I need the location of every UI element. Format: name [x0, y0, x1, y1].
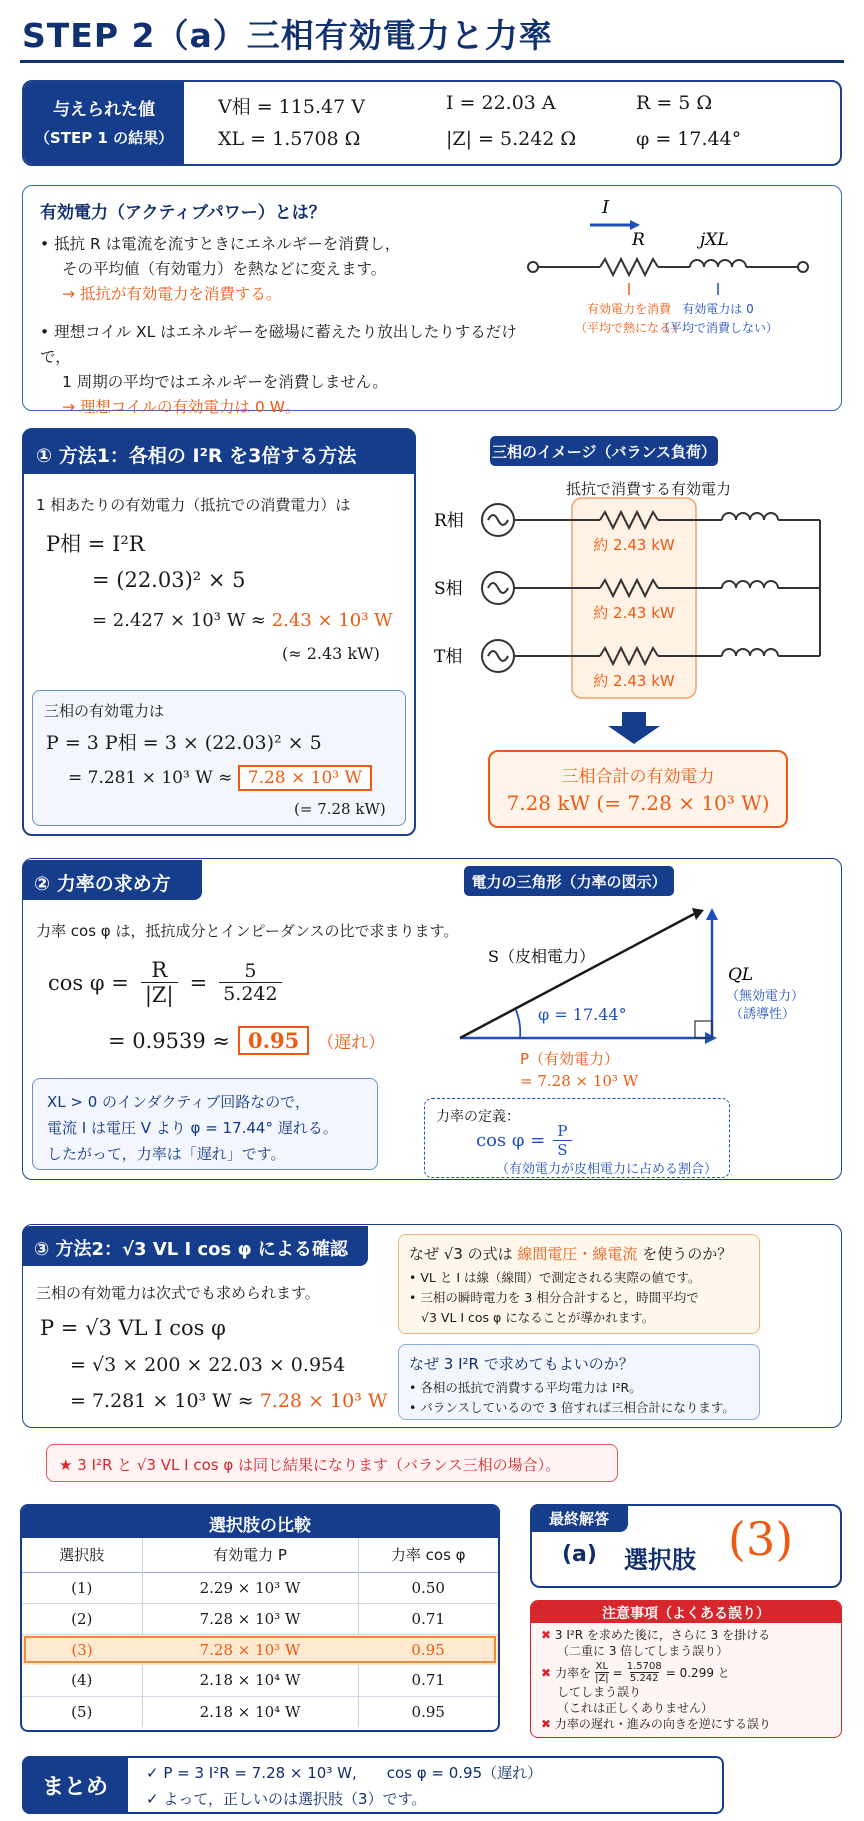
cell: (3) — [71, 1640, 93, 1659]
caution-2c: = 0.299 と — [665, 1665, 730, 1680]
why-sqrt3-l1: VL と I は線（線間）で測定される実際の値です。 — [420, 1270, 701, 1285]
inductor-symbol — [722, 581, 778, 588]
cell: 2.29 × 10³ W — [142, 1572, 358, 1603]
q-label: QL — [728, 965, 754, 985]
m1-eq6a: = 7.281 × 10³ W ≈ — [68, 768, 238, 788]
m3-eq3 — [70, 1390, 387, 1412]
inductor-symbol — [722, 513, 778, 520]
m1-eq6 — [68, 768, 372, 788]
choices-table-heading: 選択肢の比較 — [22, 1506, 498, 1538]
pf-def-lhs: cos φ = — [476, 1130, 546, 1151]
given-phi: φ = 17.44° — [636, 128, 742, 150]
inductor-label: jXL — [700, 230, 729, 250]
cell: 2.18 × 10⁴ W — [142, 1665, 358, 1696]
cross-icon: ✖ — [541, 1717, 552, 1731]
col-power: 有効電力 P — [142, 1538, 358, 1572]
col-pf: 力率 cos φ — [390, 1546, 466, 1565]
why-sqrt3-heading — [409, 1243, 749, 1264]
why-sqrt3-l3: √3 VL I cos φ になることが導かれます。 — [421, 1310, 655, 1325]
cell: (5) — [22, 1696, 142, 1727]
intro-b1a: 抵抗 R は電流を流すときにエネルギーを消費し， — [54, 235, 401, 253]
summary-label: まとめ — [22, 1756, 128, 1814]
cell: 7.28 × 10³ W — [142, 1603, 358, 1634]
given-label-line1: 与えられた値 — [53, 100, 155, 120]
cell: 0.50 — [411, 1578, 445, 1597]
final-answer-label: 選択肢 — [624, 1546, 696, 1574]
table-header-row — [22, 1538, 498, 1572]
sine-icon — [488, 515, 508, 525]
why-sqrt3-box — [398, 1234, 760, 1334]
given-z: |Z| = 5.242 Ω — [446, 128, 577, 150]
m1-eq7: (= 7.28 kW) — [294, 800, 386, 818]
caution-3: 力率の遅れ・進みの向きを逆にする誤り — [554, 1717, 771, 1731]
sine-icon — [488, 651, 508, 661]
phase-power-t: 約 2.43 kW — [593, 672, 675, 690]
inductor-note-2: （平均で消費しない） — [657, 321, 779, 335]
q-label-3: （誘導性） — [730, 1007, 796, 1022]
m2-note-3: したがって，力率は「遅れ」です。 — [47, 1145, 286, 1163]
why-sqrt3-h3: を使うのか？ — [637, 1245, 733, 1263]
choices-table — [22, 1538, 498, 1727]
method2-heading: ② 力率の求め方 — [22, 860, 202, 900]
caution-2a: 力率を — [555, 1665, 592, 1680]
given-i: I = 22.03 A — [446, 92, 556, 114]
m1-text1: 1 相あたりの有効電力（抵抗での消費電力）は — [36, 496, 351, 514]
title-rule — [20, 60, 844, 63]
why-3i2r-box — [398, 1344, 760, 1420]
m1-eq2: = (22.03)² × 5 — [92, 568, 246, 592]
resistor-highlight — [572, 498, 696, 698]
choices-table-box — [20, 1504, 500, 1732]
why-3i2r-list: • 各相の抵抗で消費する平均電力は I²R。 • バランスしているので 3 倍すれば三相合計になります。 — [409, 1380, 735, 1415]
power-triangle-diagram — [440, 900, 840, 1100]
m2-cos-lhs: cos φ = — [48, 970, 129, 995]
cell: 0.71 — [411, 1671, 445, 1690]
m3-eq2: = √3 × 200 × 22.03 × 0.954 — [70, 1354, 346, 1376]
phase-power-s: 約 2.43 kW — [593, 604, 675, 622]
m2-fraction-2 — [219, 960, 281, 1005]
three-phase-total-value: 7.28 kW (= 7.28 × 10³ W) — [506, 791, 770, 815]
m2-lag-label: （遅れ） — [317, 1033, 386, 1053]
s-label: S（皮相電力） — [488, 947, 595, 966]
table-row — [22, 1572, 498, 1603]
resistor-label: R — [632, 230, 645, 250]
m2-note-2: 電流 I は電圧 V より φ = 17.44° 遅れる。 — [47, 1119, 338, 1137]
why-sqrt3-l2: 三相の瞬時電力を 3 相分合計すると，時間平均で — [420, 1290, 699, 1305]
caution-frac2-num: 1.5708 — [626, 1661, 662, 1672]
star-note: ★ 3 I²R と √3 VL I cos φ は同じ結果になります（バランス三相の場合）。 — [46, 1444, 618, 1482]
method1-heading: ① 方法1：各相の I²R を3倍する方法 — [22, 430, 416, 474]
sine-icon — [488, 583, 508, 593]
intro-bullet-1: • 抵抗 R は電流を流すときにエネルギーを消費し， その平均値（有効電力）を熱などに変えます。 → 抵抗が有効電力を消費する。 — [40, 232, 520, 307]
p-label: P（有効電力） — [520, 1050, 620, 1068]
phase-label-r: R相 — [434, 511, 464, 531]
m2-text1: 力率 cos φ は，抵抗成分とインピーダンスの比で求まります。 — [36, 922, 459, 940]
intro-b2c: → 理想コイルの有効電力は 0 W。 — [62, 398, 301, 416]
caution-list — [531, 1623, 841, 1736]
given-label — [24, 82, 184, 164]
terminal-left — [528, 262, 538, 272]
cell: 0.95 — [411, 1702, 445, 1721]
caution-1b: （二重に 3 倍してしまう誤り） — [557, 1644, 729, 1658]
given-v: V相 = 115.47 V — [218, 96, 365, 118]
intro-b2a: 理想コイル XL はエネルギーを磁場に蓄えたり放出したりするだけで， — [40, 323, 517, 366]
current-arrowhead — [630, 220, 640, 230]
rl-circuit-diagram — [520, 195, 830, 345]
table-row-highlighted — [22, 1634, 498, 1665]
caution-2d: してしまう誤り — [557, 1685, 642, 1699]
resistor-note-2: （平均で熱になる） — [574, 321, 684, 335]
why-3i2r-heading: なぜ 3 I²R で求めてもよいのか？ — [409, 1355, 634, 1373]
final-answer-number: (3) — [728, 1512, 794, 1566]
caution-heading: 注意事項（よくある誤り） — [531, 1601, 841, 1623]
m2-formula — [48, 958, 282, 1007]
inductor-note-1: 有効電力は 0 — [682, 302, 754, 316]
m2-num1: R — [151, 958, 168, 982]
m1-eq3a: = 2.427 × 10³ W ≈ — [92, 610, 272, 631]
m2-fraction-1 — [141, 958, 178, 1007]
pf-def-label: 力率の定義： — [436, 1109, 520, 1125]
m2-equals: = — [189, 970, 208, 995]
m3-eq3b: 7.28 × 10³ W — [259, 1390, 388, 1412]
caution-2b: = — [612, 1665, 623, 1680]
three-phase-caption: 抵抗で消費する有効電力 — [566, 480, 732, 498]
intro-heading: 有効電力（アクティブパワー）とは？ — [40, 203, 326, 223]
m1-eq4: (≈ 2.43 kW) — [282, 644, 380, 663]
caution-frac1 — [595, 1661, 609, 1684]
m2-den1: |Z| — [141, 982, 178, 1007]
intro-b1c: → 抵抗が有効電力を消費する。 — [62, 285, 282, 303]
cell: 2.18 × 10⁴ W — [142, 1696, 358, 1727]
given-label-line2: （STEP 1 の結果） — [34, 129, 174, 147]
three-phase-total-box — [488, 750, 788, 828]
angle-arc — [516, 1010, 520, 1038]
phase-label-s: S相 — [434, 579, 463, 599]
caution-frac1-num: XL — [595, 1661, 609, 1672]
intro-bullet-2: • 理想コイル XL はエネルギーを磁場に蓄えたり放出したりするだけで， 1 周期の平均ではエネルギーを消費しません。 → 理想コイルの有効電力は 0 W。 — [40, 320, 540, 420]
caution-2e: （これは正しくありません） — [557, 1701, 714, 1715]
m1-eq1: P相 = I²R — [46, 532, 145, 556]
phase-power-r: 約 2.43 kW — [593, 536, 675, 554]
three-phase-total-label: 三相合計の有効電力 — [561, 767, 715, 787]
table-row — [22, 1603, 498, 1634]
m2-note-box — [32, 1078, 378, 1170]
col-choice: 選択肢 — [22, 1538, 142, 1572]
resistor-symbol — [600, 259, 658, 275]
caution-1a: 3 I²R を求めた後に，さらに 3 を掛ける — [554, 1628, 771, 1642]
why-3i2r-l2: バランスしているので 3 倍すれば三相合計になります。 — [420, 1400, 735, 1415]
caution-frac1-den: |Z| — [595, 1673, 609, 1684]
pf-def-formula — [476, 1122, 572, 1159]
summary-line-2: ✓ よって，正しいのは選択肢（3）です。 — [146, 1790, 427, 1808]
pf-def-den: S — [553, 1140, 571, 1159]
m1-eq5: P = 3 P相 = 3 × (22.03)² × 5 — [46, 732, 322, 754]
inductor-symbol — [722, 649, 778, 656]
intro-b1b: その平均値（有効電力）を熱などに変えます。 — [62, 260, 387, 278]
m3-eq3a: = 7.281 × 10³ W ≈ — [70, 1390, 260, 1412]
intro-b2b: 1 周期の平均ではエネルギーを消費しません。 — [62, 373, 388, 391]
phase-label-t: T相 — [434, 647, 463, 667]
caution-frac2 — [627, 1661, 662, 1684]
inductor-symbol — [690, 260, 746, 267]
final-answer-part: (a) — [562, 1542, 597, 1567]
resistor-note-1: 有効電力を消費 — [586, 302, 672, 316]
cross-icon: ✖ — [541, 1665, 552, 1680]
m1-eq3b: 2.43 × 10³ W — [271, 610, 393, 631]
method3-heading: ③ 方法2：√3 VL I cos φ による確認 — [22, 1226, 368, 1266]
m3-text1: 三相の有効電力は次式でも求められます。 — [36, 1284, 320, 1302]
down-arrow-icon — [608, 712, 660, 744]
m2-num2: 5 — [244, 960, 257, 982]
why-sqrt3-list: • VL と I は線（線間）で測定される実際の値です。 • 三相の瞬時電力を 3 相分合計すると，時間平均で √3 VL I cos φ になることが導かれます。 — [409, 1268, 749, 1328]
m2-result — [108, 1026, 385, 1055]
page-title: STEP 2（a）三相有効電力と力率 — [22, 16, 553, 55]
three-phase-tag: 三相のイメージ（バランス負荷） — [490, 436, 718, 466]
power-triangle-tag: 電力の三角形（力率の図示） — [464, 866, 674, 896]
cell: 0.95 — [411, 1640, 445, 1659]
pf-def-num: P — [557, 1122, 568, 1140]
m2-note-1: XL > 0 のインダクティブ回路なので， — [47, 1093, 310, 1111]
cell: (2) — [22, 1603, 142, 1634]
cell: (1) — [22, 1572, 142, 1603]
current-label: I — [602, 197, 610, 218]
q-label-2: （無効電力） — [726, 989, 805, 1004]
table-row — [22, 1665, 498, 1696]
cross-icon: ✖ — [541, 1628, 552, 1642]
caution-2 — [541, 1661, 831, 1684]
q-arrowhead — [706, 908, 718, 920]
pf-def-note: （有効電力が皮相電力に占める割合） — [496, 1162, 718, 1177]
table-row — [22, 1696, 498, 1727]
m2-answer: 0.95 — [238, 1026, 309, 1055]
m1-text2: 三相の有効電力は — [44, 702, 165, 720]
pf-def-fraction — [553, 1122, 571, 1159]
cell: 0.71 — [411, 1609, 445, 1628]
p-value: = 7.28 × 10³ W — [520, 1072, 639, 1090]
summary-line-1: ✓ P = 3 I²R = 7.28 × 10³ W, cos φ = 0.95（遅れ） — [146, 1764, 543, 1782]
given-r: R = 5 Ω — [636, 92, 713, 114]
angle-label: φ = 17.44° — [538, 1005, 627, 1024]
final-answer-tag: 最終解答 — [530, 1504, 628, 1532]
why-sqrt3-h2: 線間電圧・線電流 — [517, 1245, 638, 1263]
m1-eq6b: 7.28 × 10³ W — [238, 765, 372, 791]
cell: 7.28 × 10³ W — [199, 1640, 301, 1659]
caution-frac2-den: 5.242 — [629, 1673, 659, 1684]
why-3i2r-l1: 各相の抵抗で消費する平均電力は I²R。 — [420, 1380, 642, 1395]
given-xl: XL = 1.5708 Ω — [218, 128, 361, 150]
m2-result-eq: = 0.9539 ≈ — [108, 1028, 231, 1053]
why-sqrt3-h1: なぜ √3 の式は — [409, 1245, 518, 1263]
m2-den2: 5.242 — [219, 982, 281, 1005]
cell: (4) — [22, 1665, 142, 1696]
m3-eq1: P = √3 VL I cos φ — [40, 1316, 226, 1340]
caution-box — [530, 1600, 842, 1738]
m1-eq3 — [92, 610, 393, 631]
terminal-right — [798, 262, 808, 272]
